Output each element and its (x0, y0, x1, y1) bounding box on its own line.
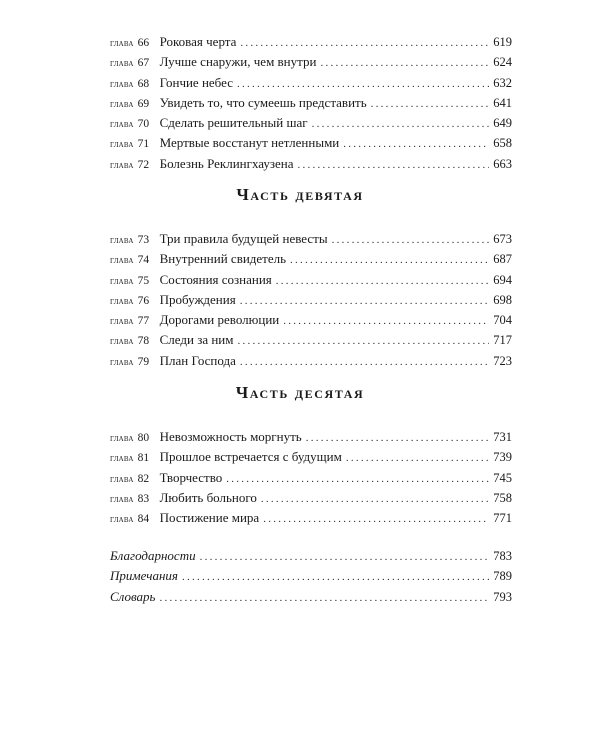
chapter-label: глава (110, 336, 134, 348)
toc-entry-68[interactable] (110, 73, 512, 93)
toc-entry-67[interactable] (110, 52, 512, 72)
toc-entry-70[interactable] (110, 113, 512, 133)
toc-entry-72[interactable] (110, 154, 512, 174)
chapter-number: 66 (137, 37, 150, 49)
chapter-number: 79 (137, 355, 150, 368)
chapter-number: 84 (137, 513, 150, 526)
chapter-number: 76 (137, 294, 150, 307)
chapter-number: 74 (137, 254, 150, 267)
chapter-title: Три правила будущей невесты (159, 231, 328, 246)
chapter-title: Пробуждения (159, 291, 236, 307)
page-number: 698 (493, 292, 512, 307)
page-number: 723 (493, 353, 512, 368)
page-number: 793 (493, 589, 512, 604)
chapter-label: глава (110, 98, 134, 110)
chapter-number: 68 (137, 77, 150, 90)
chapter-number: 77 (137, 315, 150, 328)
chapter-title: Любить больного (159, 489, 257, 505)
leader-dots (240, 291, 490, 311)
leader-dots (182, 567, 489, 587)
toc-entry-74[interactable] (110, 249, 512, 269)
section-title: Благодарности (110, 548, 196, 563)
toc-entry-77[interactable] (110, 310, 512, 330)
chapter-number: 70 (137, 118, 150, 131)
chapter-title: Следи за ним (159, 332, 234, 348)
toc-entry-84[interactable] (110, 508, 512, 528)
chapter-label: глава (110, 433, 134, 444)
page-number: 619 (493, 35, 512, 49)
page-number: 739 (493, 450, 512, 465)
chapter-number: 73 (137, 234, 150, 246)
leader-dots (306, 428, 490, 448)
chapter-title: Постижение мира (159, 510, 260, 526)
chapter-label: глава (110, 473, 134, 485)
chapter-label: глава (110, 356, 134, 368)
page-number: 783 (493, 549, 512, 563)
section-title: Словарь (110, 588, 156, 604)
chapter-label: глава (110, 514, 134, 526)
page-number: 687 (493, 252, 512, 267)
chapter-title: Прошлое встречается с будущим (159, 449, 342, 465)
leader-dots (263, 509, 489, 529)
toc-entry-glossary[interactable] (110, 587, 512, 607)
page-number: 649 (493, 116, 512, 131)
page-number: 717 (493, 333, 512, 348)
chapter-number: 82 (137, 472, 150, 485)
leader-dots (298, 155, 490, 175)
leader-dots (237, 331, 489, 351)
chapter-label: глава (110, 493, 134, 505)
chapter-label: глава (110, 316, 134, 328)
chapter-label: глава (110, 58, 134, 70)
chapter-label: глава (110, 295, 134, 307)
page-number: 758 (493, 490, 512, 505)
leader-dots (261, 489, 489, 509)
page-number: 771 (493, 511, 512, 526)
page-number: 632 (493, 75, 512, 90)
leader-dots (346, 448, 489, 468)
chapter-title: Мертвые восстанут нетленными (159, 135, 340, 151)
toc-entry-acknowledgements[interactable] (110, 546, 512, 566)
toc-entry-78[interactable] (110, 330, 512, 350)
chapter-number: 81 (137, 452, 150, 465)
chapter-title: Дорогами революции (159, 312, 280, 328)
chapter-title: Увидеть то, что сумеешь представить (159, 94, 367, 110)
toc-entry-75[interactable] (110, 270, 512, 290)
leader-dots (159, 588, 489, 608)
toc-block-part-nine (110, 229, 512, 371)
toc-entry-71[interactable] (110, 133, 512, 153)
leader-dots (200, 547, 490, 567)
page-number: 658 (493, 136, 512, 151)
section-title: Примечания (110, 568, 178, 584)
page-number: 694 (493, 272, 512, 287)
toc-entry-69[interactable] (110, 93, 512, 113)
chapter-label: глава (110, 255, 134, 267)
toc-block-part-ten (110, 427, 512, 528)
chapter-label: глава (110, 139, 134, 151)
page-number: 704 (493, 313, 512, 328)
page-number: 624 (493, 55, 512, 70)
leader-dots (240, 352, 489, 372)
leader-dots (276, 271, 489, 291)
chapter-number: 72 (137, 158, 150, 171)
page-number: 745 (493, 470, 512, 485)
toc-entry-82[interactable] (110, 468, 512, 488)
leader-dots (237, 74, 489, 94)
page-number: 641 (493, 95, 512, 110)
chapter-number: 78 (137, 335, 150, 348)
chapter-label: глава (110, 275, 134, 287)
chapter-label: глава (110, 235, 134, 246)
leader-dots (312, 114, 490, 134)
leader-dots (343, 134, 489, 154)
chapter-title: Болезнь Реклингхаузена (159, 155, 294, 171)
chapter-title: Лучше снаружи, чем внутри (159, 54, 317, 70)
toc-entry-73[interactable] (110, 229, 512, 249)
toc-block-back-matter (110, 546, 512, 607)
chapter-title: Роковая черта (159, 34, 237, 49)
page-number: 731 (493, 430, 512, 444)
chapter-number: 83 (137, 492, 150, 505)
leader-dots (283, 311, 489, 331)
chapter-label: глава (110, 119, 134, 131)
chapter-number: 71 (137, 138, 150, 151)
chapter-label: глава (110, 78, 134, 90)
chapter-label: глава (110, 38, 134, 49)
chapter-label: глава (110, 453, 134, 465)
chapter-title: Сделать решительный шаг (159, 115, 308, 131)
toc-entry-79[interactable] (110, 351, 512, 371)
leader-dots (332, 230, 490, 250)
chapter-number: 67 (137, 57, 150, 70)
chapter-title: Внутренний свидетель (159, 251, 287, 267)
chapter-title: Гончие небес (159, 74, 233, 90)
chapter-number: 80 (137, 432, 150, 444)
chapter-title: План Господа (159, 352, 236, 368)
leader-dots (371, 94, 490, 114)
page-number: 789 (493, 569, 512, 584)
chapter-number: 75 (137, 274, 150, 287)
chapter-title: Творчество (159, 469, 223, 485)
toc-entry-66[interactable] (110, 32, 512, 52)
toc-entry-80[interactable] (110, 427, 512, 447)
toc-entry-notes[interactable] (110, 566, 512, 586)
leader-dots (240, 33, 489, 53)
leader-dots (320, 53, 489, 73)
toc-entry-83[interactable] (110, 488, 512, 508)
part-ten-heading: Часть десятая (235, 383, 365, 402)
leader-dots (290, 250, 489, 270)
chapter-title: Состояния сознания (159, 271, 272, 287)
page-number: 663 (493, 156, 512, 171)
chapter-number: 69 (137, 97, 150, 110)
leader-dots (226, 469, 489, 489)
page-number: 673 (493, 232, 512, 246)
toc-entry-81[interactable] (110, 447, 512, 467)
part-nine-heading: Часть девятая (236, 185, 364, 204)
toc-entry-76[interactable] (110, 290, 512, 310)
chapter-label: глава (110, 159, 134, 171)
toc-block-chapters-66-72 (110, 32, 512, 174)
chapter-title: Невозможность моргнуть (159, 429, 302, 444)
